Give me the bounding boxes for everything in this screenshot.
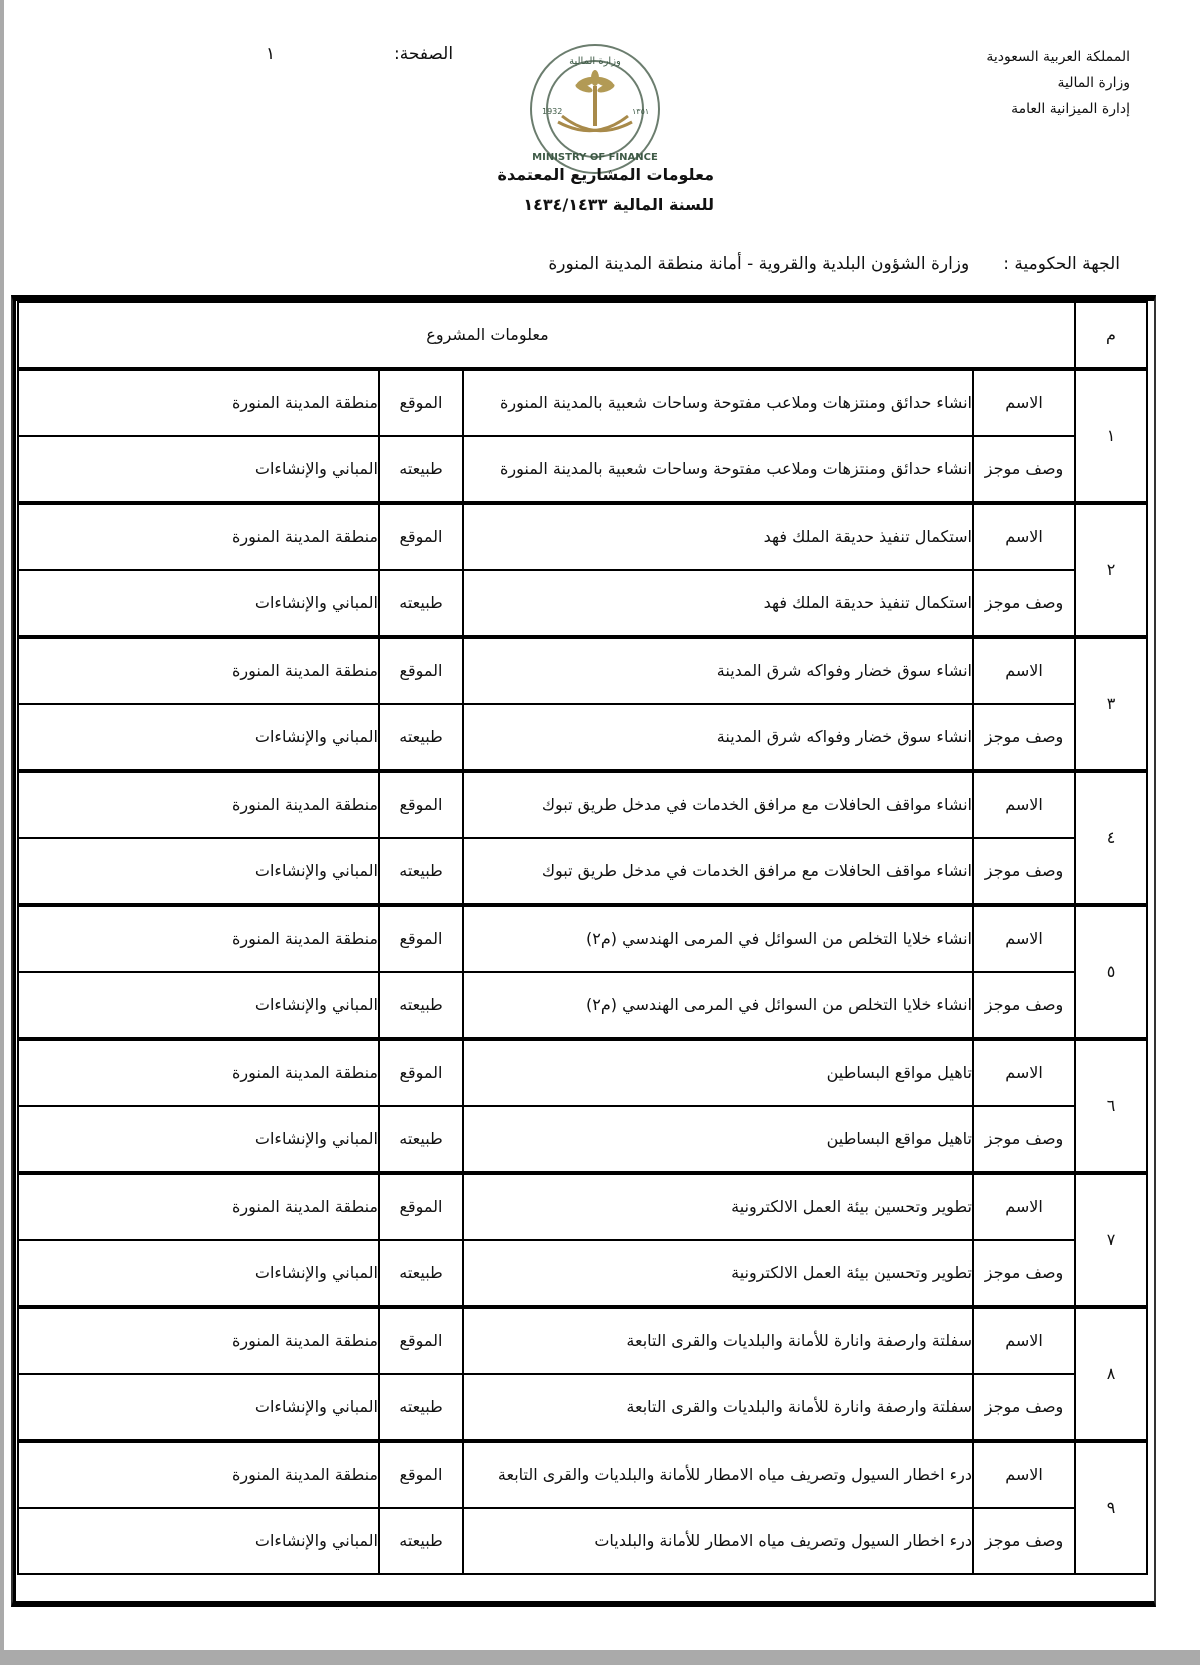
project-nature: المباني والإنشاءات: [18, 1106, 379, 1173]
location-label: الموقع: [379, 637, 463, 704]
project-name: انشاء سوق خضار وفواكه شرق المدينة: [463, 637, 973, 704]
project-nature: المباني والإنشاءات: [18, 436, 379, 503]
project-number: ٧: [1075, 1173, 1147, 1307]
description-label: وصف موجز: [973, 838, 1075, 905]
project-row-description: [18, 1106, 1147, 1173]
project-row-description: [18, 704, 1147, 771]
project-name: انشاء خلايا التخلص من السوائل في المرمى الهندسي (م٢): [463, 905, 973, 972]
project-location: منطقة المدينة المنورة: [18, 1039, 379, 1106]
name-label: الاسم: [973, 1039, 1075, 1106]
project-name: استكمال تنفيذ حديقة الملك فهد: [463, 503, 973, 570]
name-label: الاسم: [973, 771, 1075, 838]
project-number: ٨: [1075, 1307, 1147, 1441]
project-name: انشاء مواقف الحافلات مع مرافق الخدمات في مدخل طريق تبوك: [463, 771, 973, 838]
project-name: تطوير وتحسين بيئة العمل الالكترونية: [463, 1173, 973, 1240]
nature-label: طبيعته: [379, 704, 463, 771]
nature-label: طبيعته: [379, 972, 463, 1039]
project-number: ٢: [1075, 503, 1147, 637]
project-row-name: [18, 1441, 1147, 1508]
page-number: ١: [266, 44, 276, 64]
description-label: وصف موجز: [973, 570, 1075, 637]
project-nature: المباني والإنشاءات: [18, 1508, 379, 1574]
project-row-name: [18, 771, 1147, 838]
project-nature: المباني والإنشاءات: [18, 1240, 379, 1307]
project-number: ٥: [1075, 905, 1147, 1039]
project-row-name: [18, 1307, 1147, 1374]
issuer-line-department: إدارة الميزانية العامة: [1011, 101, 1130, 117]
nature-label: طبيعته: [379, 1106, 463, 1173]
project-location: منطقة المدينة المنورة: [18, 1173, 379, 1240]
page-label: الصفحة:: [394, 44, 454, 64]
project-location: منطقة المدينة المنورة: [18, 1307, 379, 1374]
projects-table: [17, 301, 1148, 1575]
location-label: الموقع: [379, 1441, 463, 1508]
location-label: الموقع: [379, 503, 463, 570]
name-label: الاسم: [973, 369, 1075, 436]
location-label: الموقع: [379, 369, 463, 436]
project-nature: المباني والإنشاءات: [18, 1374, 379, 1441]
nature-label: طبيعته: [379, 570, 463, 637]
project-row-description: [18, 1240, 1147, 1307]
description-label: وصف موجز: [973, 972, 1075, 1039]
location-label: الموقع: [379, 1039, 463, 1106]
project-name: سفلتة وارصفة وانارة للأمانة والبلديات والقرى التابعة: [463, 1307, 973, 1374]
project-description: انشاء حدائق ومنتزهات وملاعب مفتوحة وساحات شعبية بالمدينة المنورة: [463, 436, 973, 503]
government-entity-value: وزارة الشؤون البلدية والقروية - أمانة منطقة المدينة المنورة: [548, 254, 970, 274]
project-row-name: [18, 503, 1147, 570]
issuer-block: [986, 44, 1130, 122]
project-row-description: [18, 1508, 1147, 1574]
location-label: الموقع: [379, 1173, 463, 1240]
nature-label: طبيعته: [379, 838, 463, 905]
project-nature: المباني والإنشاءات: [18, 570, 379, 637]
name-label: الاسم: [973, 1173, 1075, 1240]
project-row-name: [18, 1039, 1147, 1106]
project-location: منطقة المدينة المنورة: [18, 503, 379, 570]
description-label: وصف موجز: [973, 436, 1075, 503]
project-row-name: [18, 1173, 1147, 1240]
project-row-description: [18, 436, 1147, 503]
project-description: استكمال تنفيذ حديقة الملك فهد: [463, 570, 973, 637]
project-row-description: [18, 1374, 1147, 1441]
document-title-block: [444, 160, 714, 220]
project-nature: المباني والإنشاءات: [18, 972, 379, 1039]
description-label: وصف موجز: [973, 1374, 1075, 1441]
government-entity-label: الجهة الحكومية :: [1003, 254, 1120, 274]
government-entity-line: [548, 254, 1120, 274]
project-row-name: [18, 369, 1147, 436]
project-row-name: [18, 905, 1147, 972]
project-row-description: [18, 838, 1147, 905]
ministry-of-finance-seal-icon: [528, 42, 662, 176]
seal-english-text: MINISTRY OF FINANCE: [532, 152, 658, 163]
name-label: الاسم: [973, 1441, 1075, 1508]
description-label: وصف موجز: [973, 704, 1075, 771]
location-label: الموقع: [379, 905, 463, 972]
header-number: م: [1075, 302, 1147, 369]
project-row-description: [18, 972, 1147, 1039]
name-label: الاسم: [973, 1307, 1075, 1374]
project-name: تاهيل مواقع البساطين: [463, 1039, 973, 1106]
project-description: انشاء سوق خضار وفواكه شرق المدينة: [463, 704, 973, 771]
nature-label: طبيعته: [379, 1508, 463, 1574]
project-location: منطقة المدينة المنورة: [18, 369, 379, 436]
project-number: ٦: [1075, 1039, 1147, 1173]
seal-arabic-text: وزارة المالية: [569, 56, 621, 67]
description-label: وصف موجز: [973, 1508, 1075, 1574]
project-nature: المباني والإنشاءات: [18, 838, 379, 905]
project-number: ٤: [1075, 771, 1147, 905]
header-project-info: معلومات المشروع: [18, 302, 1075, 369]
project-name: درء اخطار السيول وتصريف مياه الامطار للأمانة والبلديات والقرى التابعة: [463, 1441, 973, 1508]
project-nature: المباني والإنشاءات: [18, 704, 379, 771]
table-header-row: [18, 302, 1147, 369]
project-location: منطقة المدينة المنورة: [18, 905, 379, 972]
issuer-line-ministry: وزارة المالية: [1057, 75, 1130, 91]
nature-label: طبيعته: [379, 436, 463, 503]
fiscal-year: للسنة المالية ١٤٣٤/١٤٣٣: [523, 195, 714, 214]
project-number: ١: [1075, 369, 1147, 503]
seal-year-left: 1932: [542, 107, 563, 116]
document-title: معلومات المشاريع المعتمدة: [497, 165, 714, 184]
location-label: الموقع: [379, 1307, 463, 1374]
palm-trunk: [593, 86, 597, 126]
issuer-line-country: المملكة العربية السعودية: [986, 49, 1130, 65]
project-description: تطوير وتحسين بيئة العمل الالكترونية: [463, 1240, 973, 1307]
nature-label: طبيعته: [379, 1240, 463, 1307]
project-description: تاهيل مواقع البساطين: [463, 1106, 973, 1173]
project-number: ٩: [1075, 1441, 1147, 1574]
project-name: انشاء حدائق ومنتزهات وملاعب مفتوحة وساحات شعبية بالمدينة المنورة: [463, 369, 973, 436]
project-description: سفلتة وارصفة وانارة للأمانة والبلديات والقرى التابعة: [463, 1374, 973, 1441]
project-location: منطقة المدينة المنورة: [18, 637, 379, 704]
description-label: وصف موجز: [973, 1240, 1075, 1307]
project-description: انشاء مواقف الحافلات مع مرافق الخدمات في مدخل طريق تبوك: [463, 838, 973, 905]
nature-label: طبيعته: [379, 1374, 463, 1441]
project-description: انشاء خلايا التخلص من السوائل في المرمى الهندسي (م٢): [463, 972, 973, 1039]
project-row-name: [18, 637, 1147, 704]
location-label: الموقع: [379, 771, 463, 838]
project-description: درء اخطار السيول وتصريف مياه الامطار للأمانة والبلديات: [463, 1508, 973, 1574]
seal-year-right: ١٣٥١: [632, 107, 650, 116]
project-location: منطقة المدينة المنورة: [18, 1441, 379, 1508]
description-label: وصف موجز: [973, 1106, 1075, 1173]
project-location: منطقة المدينة المنورة: [18, 771, 379, 838]
name-label: الاسم: [973, 503, 1075, 570]
project-number: ٣: [1075, 637, 1147, 771]
project-row-description: [18, 570, 1147, 637]
name-label: الاسم: [973, 905, 1075, 972]
name-label: الاسم: [973, 637, 1075, 704]
